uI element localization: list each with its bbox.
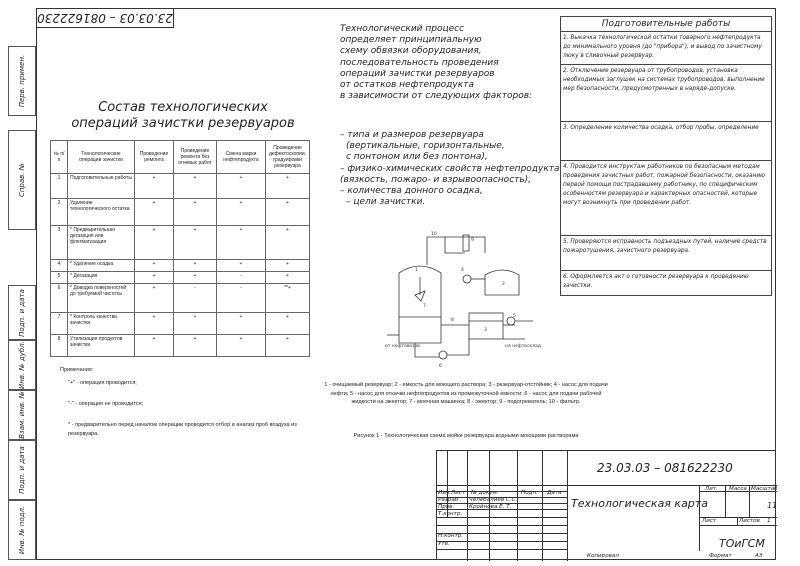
svg-text:1: 1 — [415, 268, 418, 273]
side-cell-dup-inv: Инв. № дубл. — [8, 340, 36, 390]
col-header-grade-change: Смена марки нефтепродукта — [217, 141, 266, 174]
side-cell-ref-no: Справ. № — [8, 130, 36, 230]
note-minus: "-" - операция не проводится; — [68, 401, 144, 407]
diagram-label-to-depot: на нефтесклад — [505, 344, 542, 349]
prep-item: 1. Выкачка технологической остатки товарного нефтепродукта до минимального уровня (до "прибора"), и вывод по зачистному люку в сливочный резервуар. — [561, 32, 771, 65]
note-plus: "+" - операция проводится; — [68, 380, 137, 386]
prep-title: Подготовительные работы — [561, 17, 771, 32]
prep-item: 3. Определение количества осадка, отбор пробы, определение — [561, 122, 771, 161]
table-row: 1 Подготовительные работы + + + + — [51, 174, 310, 199]
svg-text:4: 4 — [461, 268, 464, 273]
tb-doc-name: Технологическая карта — [571, 497, 708, 510]
note-star: * - предварительно перед началом операции проводится отбор и анализ проб воздуха из резервуара. — [68, 422, 297, 437]
svg-text:6: 6 — [439, 364, 442, 369]
table-row: 2 Удаление технологического остатка + + + + — [51, 199, 310, 226]
operations-title: Состав технологических операций зачистки резервуаров — [71, 100, 295, 131]
table-row: 4 * Удаление осадка + + + + — [51, 260, 310, 272]
operations-table — [50, 140, 310, 357]
table-row: 6 * Доводка поверхностей до требуемой чистоты + - - **+ — [51, 284, 310, 313]
tb-doc-code: 23.03.03 – 081622230 — [597, 461, 733, 475]
tb-org: ТОиГСМ — [719, 537, 765, 550]
svg-text:2: 2 — [502, 282, 505, 287]
table-row: 3 * Предварительная дегазация или флегматизация + + + + — [51, 226, 310, 260]
col-header-operation: Технологические операции зачистки — [68, 141, 135, 174]
table-row: 5 * Дегазация + + - + — [51, 272, 310, 284]
prep-item: 6. Оформляется акт о готовности резервуара к проведению зачистки. — [563, 274, 749, 289]
side-cell-repl-inv: Взам. инв. № — [8, 390, 36, 440]
col-header-repair: Проведение ремонта — [135, 141, 174, 174]
title-block: 23.03.03 – 081622230 Технологическая карта ТОиГСМ Лит. Масса Масштаб 11 Лист Листов 1 Изм. Лист № докум. Подп. Дата Разраб. Пров. Т.контр. Н.контр. Утв. Челебалиев С.С. Кройнова Е. Т. Копировал Формат А3 — [436, 450, 776, 560]
prep-works-panel — [560, 16, 772, 296]
pump-6 — [439, 351, 447, 359]
tank-settling — [469, 313, 503, 339]
col-header-inspection: Проведение дефектоскопии, градуировки резервуара — [266, 141, 310, 174]
side-cell-first-use: Перв. примен. — [8, 46, 36, 116]
figure-caption: Рисунок 1 - Технологическая схема мойки резервуара водными моющими растворами — [353, 433, 579, 439]
top-stamp: 23.03.03 – 081622230 — [36, 8, 174, 28]
diagram-label-from-trucks: от нефтевозов — [385, 344, 420, 349]
side-cell-orig-inv: Инв. № подл. — [8, 500, 36, 560]
notes-title: Примечания: — [60, 367, 94, 373]
tb-sheet-number: 11 — [767, 501, 778, 510]
svg-text:3: 3 — [484, 328, 487, 333]
svg-text:9: 9 — [471, 238, 474, 243]
factors-list: – типа и размеров резервуара (вертикальные, горизонтальные, с понтоном или без понтона), – физико-химических свойств нефтепродукта (вязкость, пожаро- и взрывоопасность), – количества донного осадка, – цели зачистки. — [340, 130, 560, 208]
svg-text:5: 5 — [513, 314, 516, 319]
pump-4 — [463, 275, 471, 283]
svg-text:7: 7 — [423, 304, 426, 309]
table-row: 7 * Контроль качества зачистки + + + + — [51, 313, 310, 335]
prep-item: 4. Проводится инструктаж работников по безопасным методам проведения зачистных работ, пожарной безопасности, оказанию первой помощи пострадавшему работнику, по специфическим особенностям резервуара и характерных опасностей, которые могут возникнуть при проведении работ. — [561, 161, 771, 236]
prep-item: 2. Отключение резервуара от трубопроводов, установка необходимых заглушек на системах трубопроводов, выполнение мер безопасности, предусмотренных в наряде-допуске. — [561, 65, 771, 122]
side-cell-sign-date-2: Подп. и дата — [8, 440, 36, 500]
table-header-row — [51, 141, 310, 174]
notes — [60, 366, 310, 451]
col-header-num: № п/п — [51, 141, 68, 174]
process-description: Технологический процесс определяет принципиальную схему обвязки оборудования, последовательность проведения операций зачистки резервуаров от остатков нефтепродукта в зависимости от следующих факторов: — [340, 24, 533, 102]
col-header-repair-no-fire: Проведение ремонта без огневых работ — [174, 141, 217, 174]
prep-item: 5. Проверяются исправность подъездных путей, наличие средств пожаротушения, зачистного резервуара. — [561, 236, 771, 271]
process-flow-diagram — [385, 225, 542, 375]
table-row: 8 Утилизация продуктов зачистки + + + + — [51, 335, 310, 357]
svg-text:10: 10 — [431, 232, 437, 237]
side-cell-sign-date-1: Подп. и дата — [8, 285, 36, 340]
svg-text:8: 8 — [451, 318, 454, 323]
diagram-legend: 1 - очищаемый резервуар; 2 - емкость для моющего раствора; 3 - резервуар-отстойник; 4 - насос для подачи нефти; 5 - насос для откачки нефтепродуктов из промежуточной емкости; 6 - насос для подачи рабочей жидкости на эжектор; 7 - моечная машинка; 8 - эжектор; 9 - подогреватель; 10 - фильтр. — [324, 382, 608, 406]
